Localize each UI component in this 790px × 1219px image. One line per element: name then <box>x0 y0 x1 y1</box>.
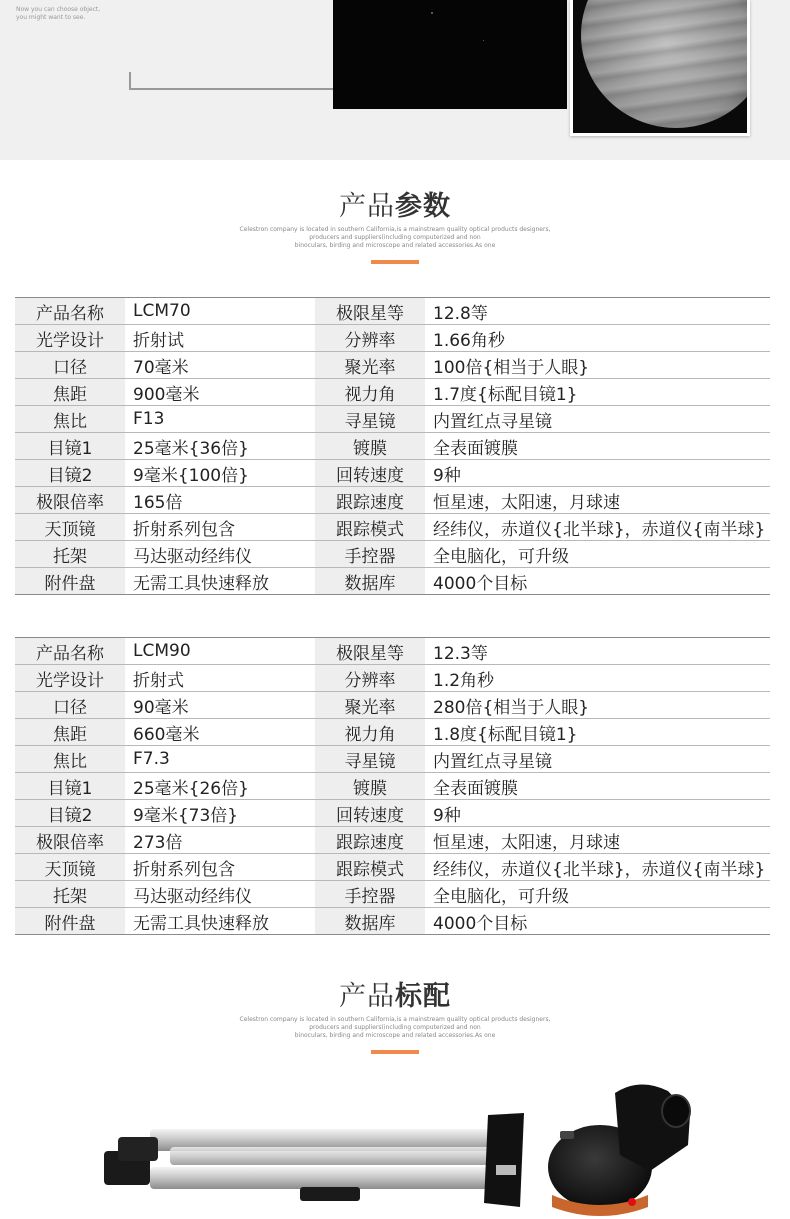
spec-label: 极限星等 <box>315 298 425 325</box>
params-subtitle <box>0 226 790 250</box>
spec-row <box>15 746 770 773</box>
spec-label: 附件盘 <box>15 908 125 935</box>
star-dot <box>431 12 433 14</box>
spec-value: 1.66角秒 <box>425 325 770 352</box>
spec-label: 附件盘 <box>15 568 125 595</box>
spec-label: 寻星镜 <box>315 406 425 433</box>
spec-value: 折射系列包含 <box>125 514 315 541</box>
spec-value: 25毫米{26倍} <box>125 773 315 800</box>
standard-accent-bar <box>371 1050 419 1054</box>
params-title-bold: 参数 <box>395 191 451 222</box>
spec-row <box>15 800 770 827</box>
spec-label: 手控器 <box>315 881 425 908</box>
spec-label: 分辨率 <box>315 325 425 352</box>
spec-label: 焦距 <box>15 379 125 406</box>
spec-label: 分辨率 <box>315 665 425 692</box>
spec-row <box>15 692 770 719</box>
standard-title <box>0 980 790 1014</box>
spec-label: 焦比 <box>15 746 125 773</box>
spec-value: 660毫米 <box>125 719 315 746</box>
spec-row <box>15 719 770 746</box>
spec-label: 回转速度 <box>315 800 425 827</box>
mount-port <box>560 1131 574 1139</box>
star-dot <box>483 40 484 41</box>
banner-caption <box>16 6 126 22</box>
spec-label: 口径 <box>15 352 125 379</box>
spec-value: LCM90 <box>125 638 315 665</box>
spec-label: 聚光率 <box>315 692 425 719</box>
banner-connector-line <box>129 72 336 90</box>
spec-value: 全表面镀膜 <box>425 773 770 800</box>
accessories-photo <box>0 1075 790 1219</box>
params-subtitle-line1: Celestron company is located in southern California,is a mainstream quality optical products designers, <box>239 226 551 233</box>
params-accent-bar <box>371 260 419 264</box>
spec-value: 全表面镀膜 <box>425 433 770 460</box>
spec-label: 光学设计 <box>15 325 125 352</box>
spec-value: 12.8等 <box>425 298 770 325</box>
params-title-light: 产品 <box>339 191 395 222</box>
spec-value: 4000个目标 <box>425 908 770 935</box>
spec-label: 跟踪模式 <box>315 854 425 881</box>
spec-label: 目镜2 <box>15 460 125 487</box>
spec-label: 极限倍率 <box>15 487 125 514</box>
jupiter-photo <box>573 0 747 133</box>
spec-value: 1.7度{标配目镜1} <box>425 379 770 406</box>
spec-label: 目镜1 <box>15 433 125 460</box>
spec-row <box>15 352 770 379</box>
tripod-leg <box>170 1147 500 1165</box>
spec-row <box>15 325 770 352</box>
spec-value: 280倍{相当于人眼} <box>425 692 770 719</box>
params-heading <box>0 190 790 264</box>
spec-value: 内置红点寻星镜 <box>425 406 770 433</box>
spec-row <box>15 487 770 514</box>
spec-value: 9毫米{100倍} <box>125 460 315 487</box>
standard-subtitle-line2: producers and suppliers(including computerized and non <box>309 1024 481 1031</box>
mount-clamp-knob <box>662 1095 690 1127</box>
spec-value: F13 <box>125 406 315 433</box>
spec-label: 天顶镜 <box>15 854 125 881</box>
spec-row <box>15 433 770 460</box>
lcm90-spec-table <box>15 637 770 935</box>
params-subtitle-line3: binoculars, birding and microscope and related accessories.As one <box>294 242 496 249</box>
night-sky-photo <box>333 0 567 109</box>
spec-value: 70毫米 <box>125 352 315 379</box>
spec-label: 极限倍率 <box>15 827 125 854</box>
spec-label: 光学设计 <box>15 665 125 692</box>
spec-value: 165倍 <box>125 487 315 514</box>
planet-photo-frame <box>570 0 750 136</box>
spec-label: 数据库 <box>315 568 425 595</box>
spec-value: 恒星速，太阳速，月球速 <box>425 487 770 514</box>
spec-label: 目镜2 <box>15 800 125 827</box>
spec-row <box>15 854 770 881</box>
spec-label: 聚光率 <box>315 352 425 379</box>
spec-label: 视力角 <box>315 379 425 406</box>
params-title <box>0 190 790 224</box>
spec-row <box>15 881 770 908</box>
spec-value: 经纬仪，赤道仪{北半球}，赤道仪{南半球} <box>425 514 770 541</box>
spec-value: 9种 <box>425 800 770 827</box>
tripod-image <box>104 1113 524 1207</box>
spec-value: 经纬仪，赤道仪{北半球}，赤道仪{南半球} <box>425 854 770 881</box>
spec-label: 目镜1 <box>15 773 125 800</box>
spec-label: 口径 <box>15 692 125 719</box>
spec-value: 900毫米 <box>125 379 315 406</box>
lcm70-spec-table <box>15 297 770 595</box>
spec-value: 9毫米{73倍} <box>125 800 315 827</box>
spec-row <box>15 568 770 595</box>
spec-row <box>15 665 770 692</box>
spec-value: 折射试 <box>125 325 315 352</box>
spec-value: 马达驱动经纬仪 <box>125 541 315 568</box>
spec-value: 90毫米 <box>125 692 315 719</box>
standard-heading <box>0 980 790 1054</box>
spec-label: 产品名称 <box>15 298 125 325</box>
spec-label: 视力角 <box>315 719 425 746</box>
spec-value: 恒星速，太阳速，月球速 <box>425 827 770 854</box>
spec-value: 折射式 <box>125 665 315 692</box>
jupiter-disc <box>581 0 747 128</box>
spec-row <box>15 514 770 541</box>
spec-value: 内置红点寻星镜 <box>425 746 770 773</box>
spec-label: 手控器 <box>315 541 425 568</box>
tripod-head-plate <box>496 1165 516 1175</box>
spec-value: 1.8度{标配目镜1} <box>425 719 770 746</box>
spec-row <box>15 298 770 325</box>
spec-value: 100倍{相当于人眼} <box>425 352 770 379</box>
spec-value: F7.3 <box>125 746 315 773</box>
mount-image <box>548 1084 690 1216</box>
banner-caption-line1: Now you can choose object, <box>16 6 101 13</box>
spec-row <box>15 827 770 854</box>
spec-value: 折射系列包含 <box>125 854 315 881</box>
tripod-head <box>484 1113 524 1207</box>
spec-label: 镀膜 <box>315 433 425 460</box>
spec-row <box>15 460 770 487</box>
standard-subtitle-line3: binoculars, birding and microscope and related accessories.As one <box>294 1032 496 1039</box>
spec-label: 跟踪模式 <box>315 514 425 541</box>
banner-caption-line2: you might want to see. <box>16 14 86 21</box>
tripod-leg <box>150 1167 490 1189</box>
spec-label: 焦距 <box>15 719 125 746</box>
spec-label: 回转速度 <box>315 460 425 487</box>
spec-label: 镀膜 <box>315 773 425 800</box>
spec-row <box>15 379 770 406</box>
spec-label: 数据库 <box>315 908 425 935</box>
standard-subtitle-line1: Celestron company is located in southern California,is a mainstream quality optical products designers, <box>239 1016 551 1023</box>
spec-row <box>15 541 770 568</box>
spec-label: 焦比 <box>15 406 125 433</box>
spec-label: 托架 <box>15 541 125 568</box>
spec-value: 12.3等 <box>425 638 770 665</box>
standard-title-bold: 标配 <box>395 981 451 1012</box>
spec-value: LCM70 <box>125 298 315 325</box>
tripod-leg-clamp <box>118 1137 158 1161</box>
spec-value: 全电脑化，可升级 <box>425 541 770 568</box>
spec-value: 273倍 <box>125 827 315 854</box>
spec-value: 1.2角秒 <box>425 665 770 692</box>
spec-label: 跟踪速度 <box>315 487 425 514</box>
mount-power-light <box>628 1198 636 1206</box>
spec-value: 无需工具快速释放 <box>125 908 315 935</box>
standard-title-light: 产品 <box>339 981 395 1012</box>
spec-value: 25毫米{36倍} <box>125 433 315 460</box>
spec-row <box>15 908 770 935</box>
standard-subtitle <box>0 1016 790 1040</box>
top-banner <box>0 0 790 160</box>
spec-value: 全电脑化，可升级 <box>425 881 770 908</box>
spec-label: 跟踪速度 <box>315 827 425 854</box>
spec-label: 天顶镜 <box>15 514 125 541</box>
spec-value: 9种 <box>425 460 770 487</box>
spec-label: 寻星镜 <box>315 746 425 773</box>
spec-row <box>15 406 770 433</box>
spec-value: 4000个目标 <box>425 568 770 595</box>
spec-row <box>15 638 770 665</box>
spec-value: 无需工具快速释放 <box>125 568 315 595</box>
spec-value: 马达驱动经纬仪 <box>125 881 315 908</box>
spec-label: 产品名称 <box>15 638 125 665</box>
tripod-spreader <box>300 1187 360 1201</box>
spec-label: 极限星等 <box>315 638 425 665</box>
params-subtitle-line2: producers and suppliers(including computerized and non <box>309 234 481 241</box>
spec-row <box>15 773 770 800</box>
spec-label: 托架 <box>15 881 125 908</box>
